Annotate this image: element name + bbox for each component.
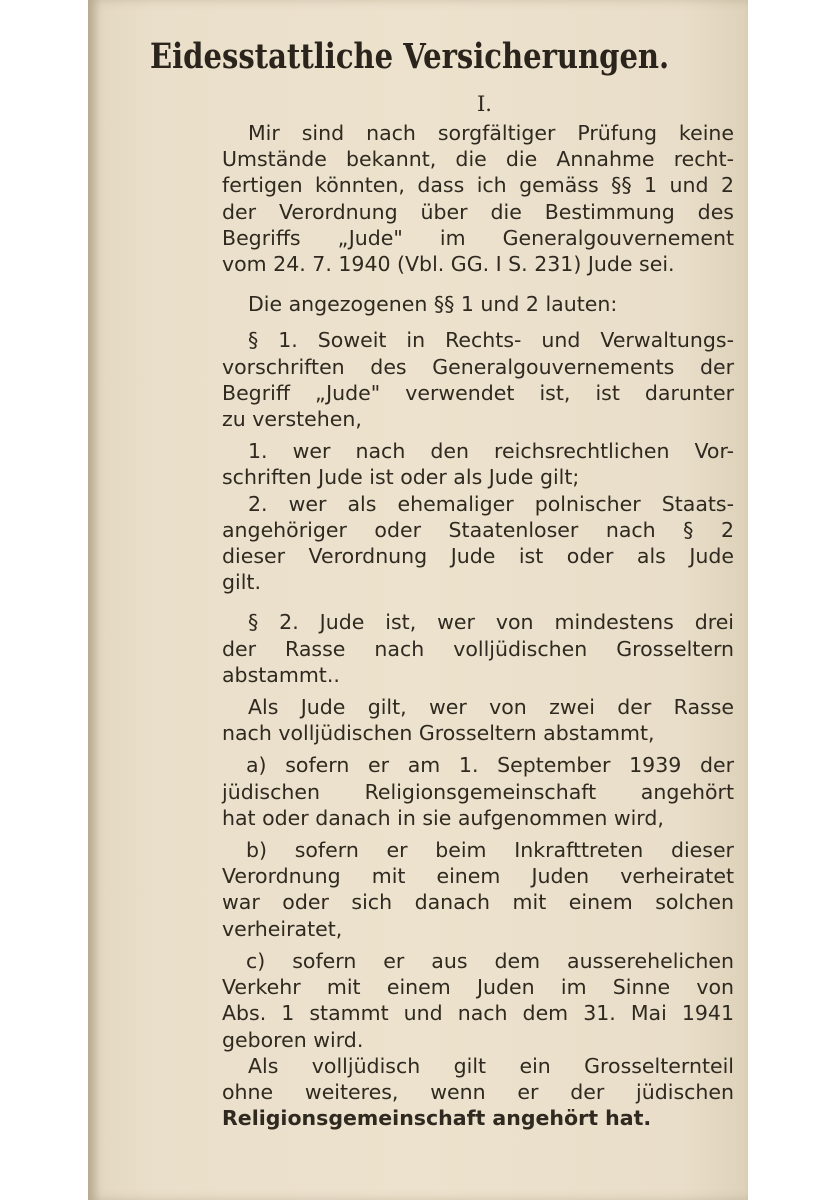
paragraph-section-2 — [222, 609, 734, 688]
text-line: jüdischen Religionsgemeinschaft angehört — [222, 779, 734, 804]
paragraph-clause-b — [222, 837, 734, 942]
text-line: der Verordnung über die Bestimmung des — [222, 199, 734, 224]
text-line: ohne weiteres, wenn er der jüdischen — [222, 1079, 734, 1104]
text-line: vorschriften des Generalgouvernements der — [222, 354, 734, 379]
text-line: Als volljüdisch gilt ein Grosselternteil — [248, 1053, 734, 1078]
text-line: 2. wer als ehemaliger polnischer Staats- — [248, 491, 734, 516]
paragraph-full-jewish-grandparent — [222, 1053, 734, 1132]
paragraph-section-1 — [222, 327, 734, 432]
text-line: vom 24. 7. 1940 (Vbl. GG. I S. 231) Jude sei. — [222, 252, 675, 277]
text-line: Verkehr mit einem Juden im Sinne von — [222, 975, 734, 1000]
paragraph-clause-c — [222, 948, 734, 1053]
text-line: war oder sich danach mit einem solchen — [222, 890, 734, 915]
text-line: nach volljüdischen Grosseltern abstammt, — [222, 721, 655, 746]
text-line: Religionsgemeinschaft angehört hat. — [222, 1106, 652, 1131]
text-line: der Rasse nach volljüdischen Grosseltern — [222, 636, 734, 661]
paragraph-two-grandparents — [222, 694, 734, 746]
paragraph-item-2 — [222, 491, 734, 596]
text-line: zu verstehen, — [222, 407, 362, 432]
text-line: b) sofern er beim Inkrafttreten dieser — [246, 838, 734, 863]
text-line: hat oder danach in sie aufgenommen wird, — [222, 805, 664, 830]
text-line: Mir sind nach sorgfältiger Prüfung keine — [248, 121, 734, 145]
text-line: a) sofern er am 1. September 1939 der — [246, 753, 734, 778]
text-line: Begriff „Jude" verwendet ist, ist darunter — [222, 380, 734, 405]
text-line: abstammt.. — [222, 662, 340, 687]
text-line: dieser Verordnung Jude ist oder als Jude — [222, 544, 734, 569]
text-line: § 2. Jude ist, wer von mindestens drei — [248, 610, 734, 635]
section-number: I. — [477, 92, 492, 116]
text-line: angehöriger oder Staatenloser nach § 2 — [222, 517, 734, 542]
paragraph-intro — [222, 291, 734, 317]
document-title: Eidesstattliche Versicherungen. — [150, 36, 670, 77]
text-line: 1. wer nach den reichsrechtlichen Vor- — [248, 439, 734, 464]
text-line: gilt. — [222, 570, 261, 595]
text-line: c) sofern er aus dem ausserehelichen — [246, 948, 734, 973]
text-line: Umstände bekannt, die die Annahme recht- — [222, 147, 734, 172]
paragraph-declaration — [222, 120, 734, 277]
text-line: verheiratet, — [222, 916, 343, 941]
text-line: Als Jude gilt, wer von zwei der Rasse — [248, 695, 734, 720]
paragraph-clause-a — [222, 752, 734, 831]
text-line: Verordnung mit einem Juden verheiratet — [222, 864, 734, 889]
text-line: Die angezogenen §§ 1 und 2 lauten: — [248, 292, 618, 317]
text-line: Begriffs „Jude" im Generalgouvernement — [222, 225, 734, 250]
text-line: fertigen könnten, dass ich gemäss §§ 1 und 2 — [222, 173, 734, 198]
text-line: geboren wird. — [222, 1027, 364, 1052]
document-body — [222, 120, 734, 1131]
text-line: § 1. Soweit in Rechts- und Verwaltungs- — [248, 328, 734, 353]
text-line: Abs. 1 stammt und nach dem 31. Mai 1941 — [222, 1001, 734, 1026]
text-line: schriften Jude ist oder als Jude gilt; — [222, 465, 580, 490]
paragraph-item-1 — [222, 438, 734, 490]
